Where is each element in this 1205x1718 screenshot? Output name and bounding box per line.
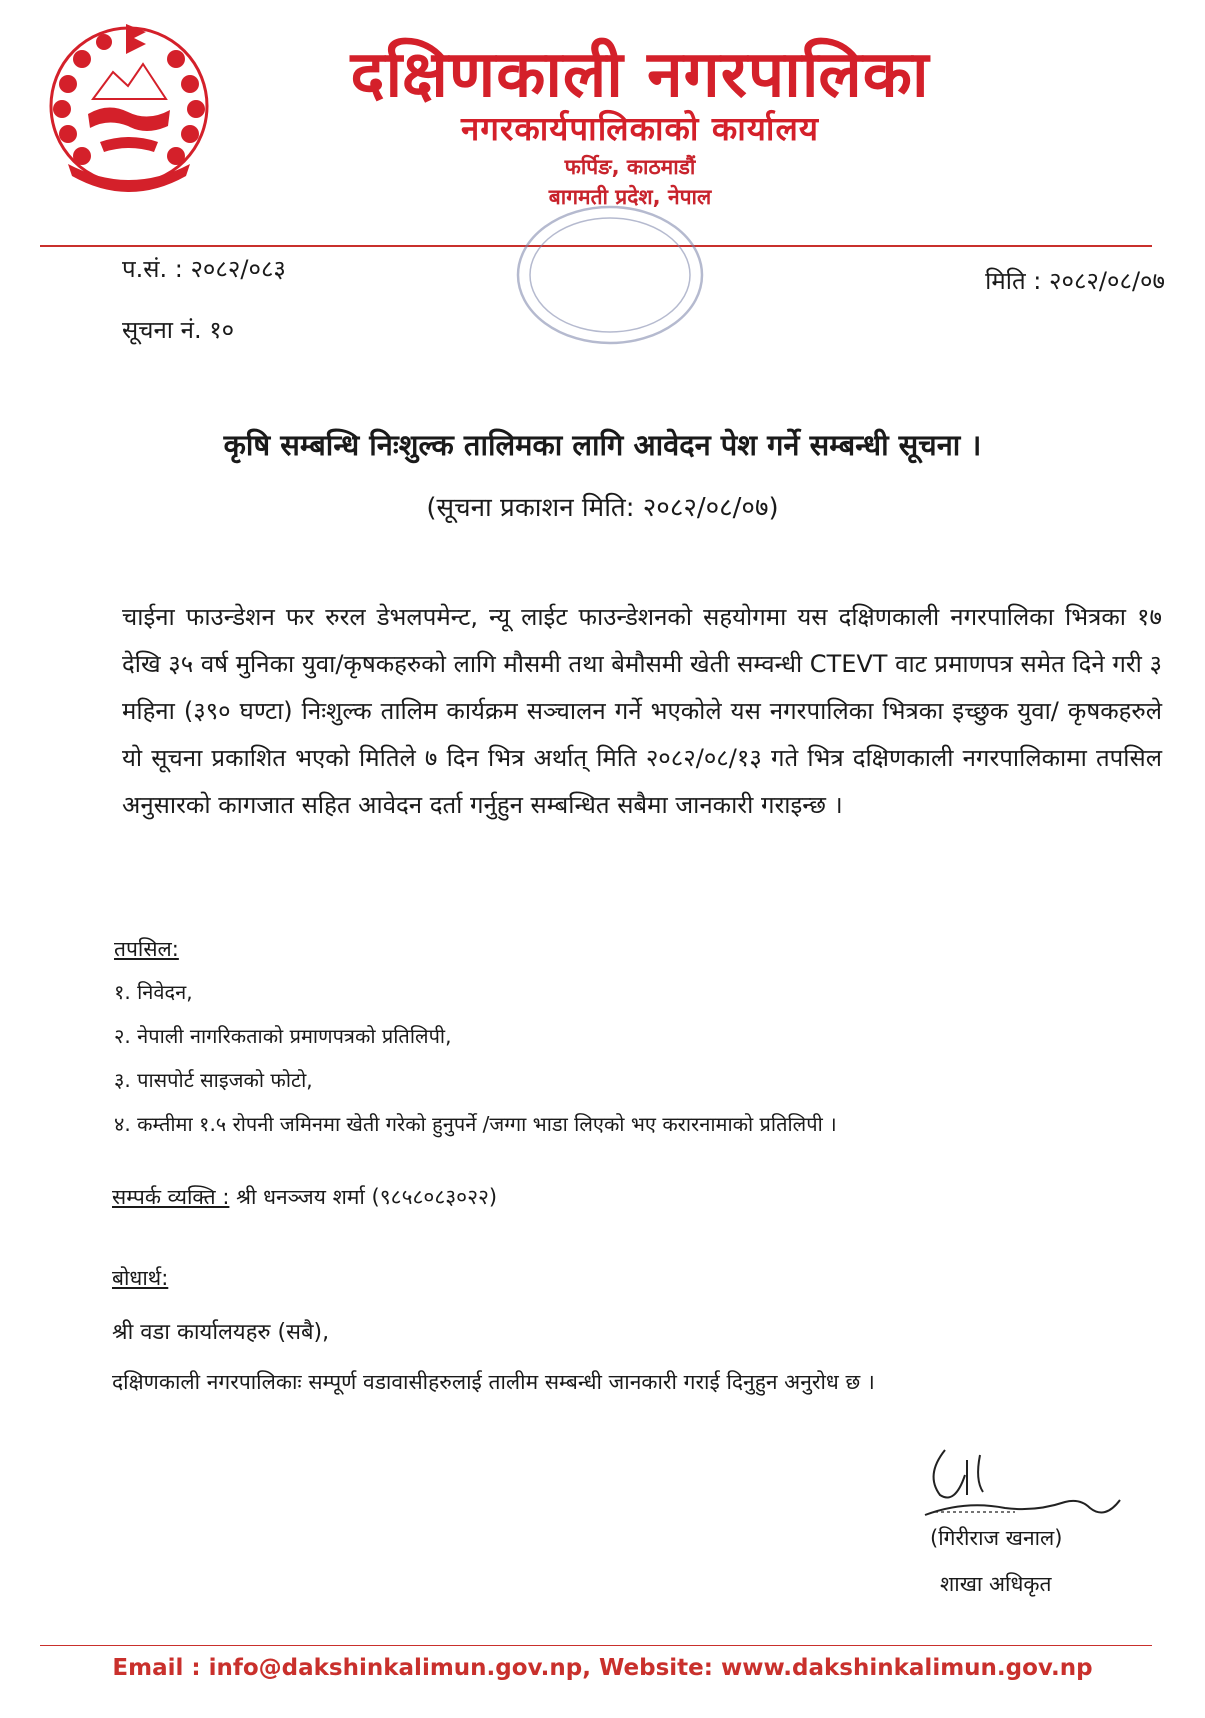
office-stamp xyxy=(510,200,710,350)
list-item: २. नेपाली नागरिकताको प्रमाणपत्रको प्रतिलिपी, xyxy=(114,1024,452,1048)
list-item: ४. कम्तीमा १.५ रोपनी जमिनमा खेती गरेको हुनुपर्ने /जग्गा भाडा लिएको भए करारनामाको प्रतिलिपी । xyxy=(114,1112,837,1136)
publication-date: (सूचना प्रकाशन मिति: २०८२/०८/०७) xyxy=(426,493,779,523)
issue-date: मिति : २०८२/०८/०७ xyxy=(985,267,1165,295)
details-heading: तपसिल: xyxy=(114,937,179,961)
list-item: १. निवेदन, xyxy=(114,980,193,1004)
contact-person xyxy=(112,1183,497,1211)
reference-number: प.सं. : २०८२/०८३ xyxy=(122,255,286,283)
footer-divider xyxy=(40,1645,1152,1646)
signatory-title: शाखा अधिकृत xyxy=(940,1572,1052,1596)
office-name: नगरकार्यपालिकाको कार्यालय xyxy=(461,109,819,148)
address-line-2: बागमती प्रदेश, नेपाल xyxy=(548,185,712,209)
notice-body: चाईना फाउन्डेशन फर रुरल डेभलपमेन्ट, न्यू लाईट फाउन्डेशनको सहयोगमा यस दक्षिणकाली नगरपालिका भित्रका १७ देखि ३५ वर्ष मुनिका युवा/कृषकहरुको लागि मौसमी तथा बेमौसमी खेती सम्वन्धी CTEVT वाट प्रमाणपत्र समेत दिने गरी ३ महिना (३९० घण्टा) निःशुल्क तालिम कार्यक्रम सञ्चालन गर्ने भएकोले यस नगरपालिका भित्रका इच्छुक युवा/ कृषकहरुले यो सूचना प्रकाशित भएको मितिले ७ दिन भित्र अर्थात् मिति २०८२/०८/१३ गते भित्र दक्षिणकाली नगरपालिकामा तपसिल अनुसारको कागजात सहित आवेदन दर्ता गर्नुहुन सम्बन्धित सबैमा जानकारी गराइन्छ । xyxy=(122,603,1162,819)
cc-heading: बोधार्थ: xyxy=(112,1266,169,1290)
handwritten-signature xyxy=(905,1420,1135,1530)
notice-subject: कृषि सम्बन्धि निःशुल्क तालिमका लागि आवेदन पेश गर्ने सम्बन्धी सूचना । xyxy=(223,428,982,462)
nepal-emblem-logo xyxy=(38,14,220,202)
cc-recipient-2: दक्षिणकाली नगरपालिकाः सम्पूर्ण वडावासीहरुलाई तालीम सम्बन्धी जानकारी गराई दिनुहुन अनुरोध छ । xyxy=(112,1370,875,1394)
footer-separator: , xyxy=(582,1655,599,1681)
signatory-name: (गिरीराज खनाल) xyxy=(930,1526,1063,1550)
footer-contact xyxy=(0,1655,1205,1681)
required-documents-list xyxy=(114,970,1174,1146)
email-label: Email : xyxy=(112,1655,209,1681)
contact-value: श्री धनञ्जय शर्मा (९८५८०८३०२२) xyxy=(236,1185,498,1209)
cc-recipient-1: श्री वडा कार्यालयहरु (सबै), xyxy=(112,1320,330,1345)
municipality-name: दक्षिणकाली नगरपालिका xyxy=(350,38,930,112)
email-link[interactable]: info@dakshinkalimun.gov.np xyxy=(208,1655,583,1681)
address-line-1: फर्पिङ, काठमाडौं xyxy=(564,155,696,179)
notice-number: सूचना नं. १० xyxy=(122,316,235,344)
website-label: Website: xyxy=(599,1655,721,1681)
list-item: ३. पासपोर्ट साइजको फोटो, xyxy=(114,1068,313,1092)
website-link[interactable]: www.dakshinkalimun.gov.np xyxy=(721,1655,1093,1681)
contact-label: सम्पर्क व्यक्ति : xyxy=(112,1185,230,1209)
